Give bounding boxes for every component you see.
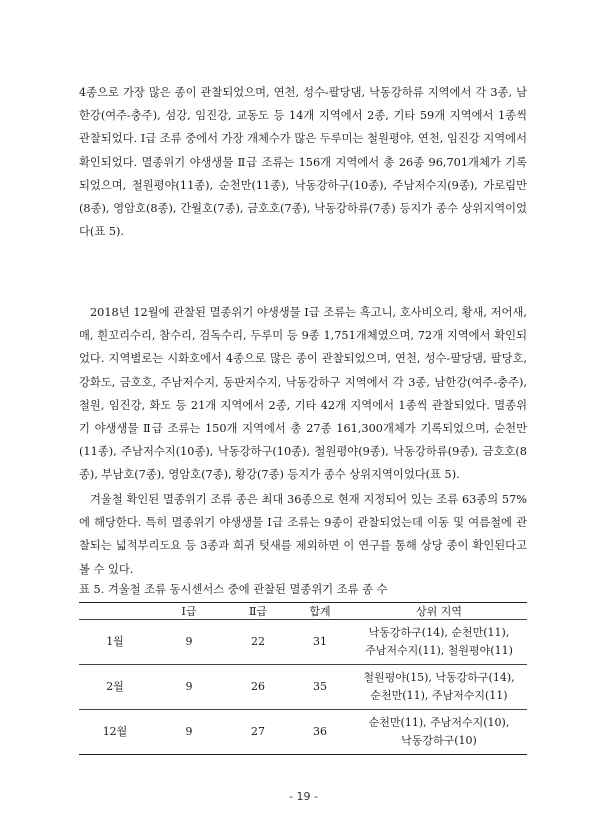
cell-grade2: 27	[227, 710, 289, 755]
cell-total: 36	[289, 710, 351, 755]
table-row	[79, 665, 527, 710]
top-regions-line: 낙동강하구(10)	[401, 734, 477, 747]
cell-grade1: 9	[151, 665, 227, 710]
cell-total: 35	[289, 665, 351, 710]
cell-top-regions	[351, 710, 527, 755]
header-grade2: Ⅱ급	[227, 603, 289, 620]
table-row	[79, 710, 527, 755]
body-paragraph-2: 2018년 12월에 관찰된 멸종위기 야생생물 Ⅰ급 조류는 흑고니, 호사비오리, 황새, 저어새, 매, 흰꼬리수리, 참수리, 검독수리, 두루미 등 9종 1,751개체였으며, 72개 지역에서 확인되었다. 지역별로는 시화호에서 4종으로 많은 종이 관찰되었으며, 연천, 성수-팔당댐, 팔당호, 강화도, 금호호, 주남저수지, 동판저수지, 낙동강하구 지역에서 각 3종, 남한강(여주-충주), 철원, 임진강, 화도 등 21개 지역에서 2종, 기타 42개 지역에서 1종씩 관찰되었다. 멸종위기 야생생물 Ⅱ급 조류는 150개 지역에서 총 27종 161,300개체가 기록되었으며, 순천만(11종), 주남저수지(10종), 낙동강하구(10종), 철원평야(9종), 낙동강하류(9종), 금호호(8종), 부남호(7종), 영암호(7종), 황강(7종) 등지가 종수 상위지역이었다(표 5).	[79, 306, 527, 482]
top-regions-line: 낙동강하구(14), 순천만(11),	[368, 626, 510, 639]
page-number: - 19 -	[289, 790, 318, 803]
cell-month: 1월	[79, 620, 151, 665]
endangered-species-table	[79, 602, 527, 755]
table-header-row	[79, 603, 527, 620]
cell-total: 31	[289, 620, 351, 665]
top-regions-line: 철원평야(15), 낙동강하구(14),	[363, 671, 515, 684]
top-regions-line: 주남저수지(11), 철원평야(11)	[365, 644, 513, 657]
header-grade1: Ⅰ급	[151, 603, 227, 620]
table-caption: 표 5. 겨울철 조류 동시센서스 중에 관찰된 멸종위기 조류 종 수	[79, 583, 388, 596]
cell-month: 12월	[79, 710, 151, 755]
body-paragraph-1: 4종으로 가장 많은 종이 관찰되었으며, 연천, 성수-팔당댐, 낙동강하류 지역에서 각 3종, 남한강(여주-충주), 섬강, 임진강, 교동도 등 14개 지역에서 2종, 기타 59개 지역에서 1종씩 관찰되었다. Ⅰ급 조류 중에서 가장 개체수가 많은 두루미는 철원평야, 연천, 임진강 지역에서 확인되었다. 멸종위기 야생생물 Ⅱ급 조류는 156개 지역에서 총 26종 96,701개체가 기록되었으며, 철원평야(11종), 순천만(11종), 낙동강하구(10종), 주남저수지(9종), 가로림만(8종), 영암호(8종), 간월호(7종), 금호호(7종), 낙동강하류(7종) 등지가 종수 상위지역이었다(표 5).	[79, 86, 527, 239]
table-row	[79, 620, 527, 665]
header-top-regions: 상위 지역	[351, 603, 527, 620]
cell-grade2: 26	[227, 665, 289, 710]
header-month	[79, 603, 151, 620]
top-regions-line: 순천만(11), 주남저수지(11)	[370, 689, 508, 702]
body-paragraph-3: 겨울철 확인된 멸종위기 조류 종은 최대 36종으로 현재 지정되어 있는 조류 63종의 57%에 해당한다. 특히 멸종위기 야생생물 Ⅰ급 조류는 9종이 관찰되었는데 이동 및 여름철에 관찰되는 넓적부리도요 등 3종과 희귀 텃새를 제외하면 이 연구를 통해 상당 종이 확인된다고 볼 수 있다.	[79, 493, 527, 576]
cell-top-regions	[351, 620, 527, 665]
top-regions-line: 순천만(11), 주남저수지(10),	[368, 716, 510, 729]
cell-top-regions	[351, 665, 527, 710]
header-total: 합계	[289, 603, 351, 620]
cell-grade1: 9	[151, 620, 227, 665]
cell-grade2: 22	[227, 620, 289, 665]
cell-grade1: 9	[151, 710, 227, 755]
cell-month: 2월	[79, 665, 151, 710]
